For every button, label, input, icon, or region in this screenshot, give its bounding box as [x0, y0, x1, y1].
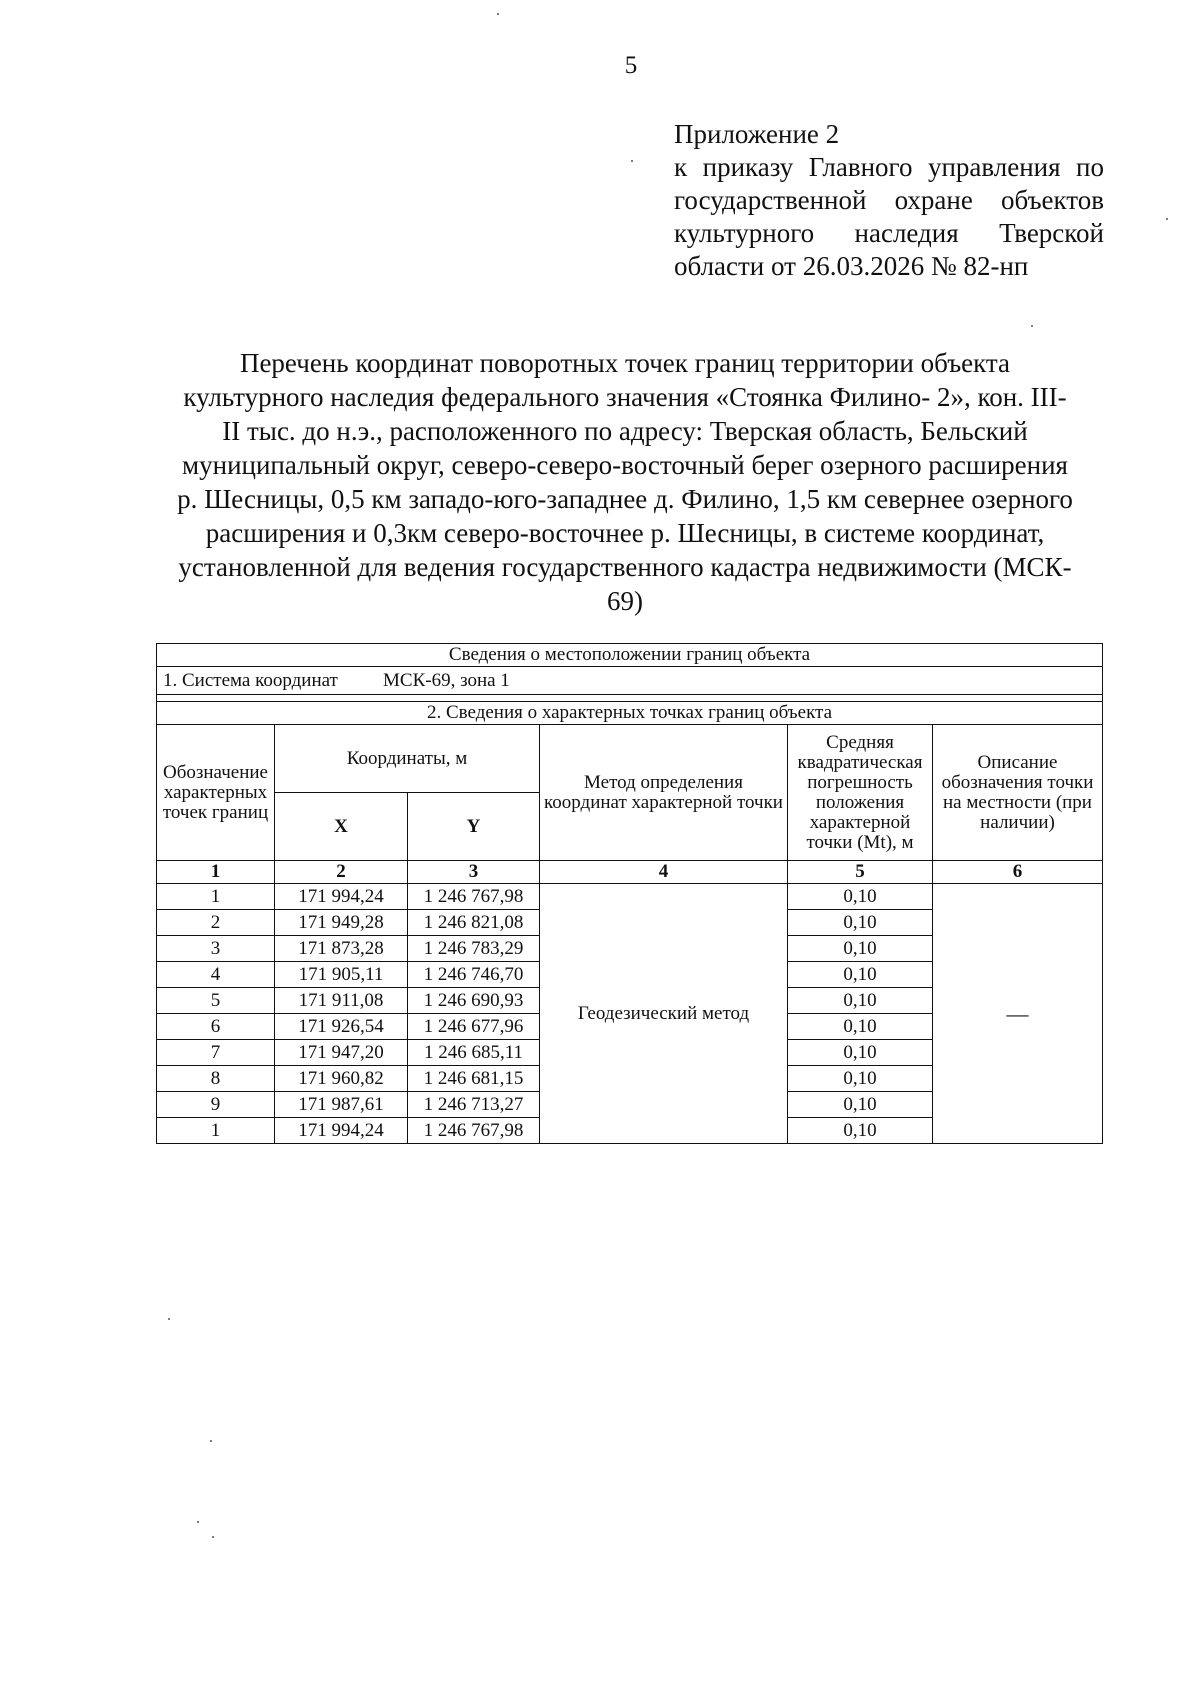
error-cell: 0,10 [788, 884, 933, 910]
title-line: установленной для ведения государственного кадастра недвижимости (МСК- [178, 552, 1072, 582]
appendix-title: Приложение 2 [674, 119, 840, 149]
error-cell: 0,10 [788, 910, 933, 936]
coordinate-system-value: МСК-69, зона 1 [383, 669, 510, 691]
x-cell: 171 960,82 [275, 1066, 408, 1092]
scan-speck [497, 13, 499, 15]
x-cell: 171 994,24 [275, 1118, 408, 1144]
column-number: 3 [408, 861, 540, 884]
y-cell: 1 246 821,08 [408, 910, 540, 936]
scan-speck [1166, 218, 1168, 220]
scan-speck [1031, 325, 1033, 327]
point-cell: 3 [157, 936, 275, 962]
y-cell: 1 246 713,27 [408, 1092, 540, 1118]
x-cell: 171 911,08 [275, 988, 408, 1014]
x-cell: 171 873,28 [275, 936, 408, 962]
column-number: 6 [933, 861, 1103, 884]
page-number: 5 [624, 52, 638, 79]
title-line: р. Шесницы, 0,5 км западо-юго-западнее д. Филино, 1,5 км севернее озерного [177, 484, 1073, 514]
scan-speck [168, 1318, 170, 1320]
header-y: Y [408, 793, 540, 861]
point-cell: 9 [157, 1092, 275, 1118]
point-cell: 7 [157, 1040, 275, 1066]
scan-speck [210, 1440, 212, 1442]
error-cell: 0,10 [788, 962, 933, 988]
column-number: 4 [540, 861, 788, 884]
y-cell: 1 246 767,98 [408, 884, 540, 910]
x-cell: 171 947,20 [275, 1040, 408, 1066]
error-cell: 0,10 [788, 988, 933, 1014]
error-cell: 0,10 [788, 1092, 933, 1118]
method-cell: Геодезический метод [540, 884, 788, 1144]
point-cell: 8 [157, 1066, 275, 1092]
header-error: Средняя квадратическая погрешность положения характерной точки (Mt), м [788, 725, 933, 861]
scan-speck [197, 1521, 199, 1523]
header-coordinates: Координаты, м [275, 725, 540, 793]
point-cell: 2 [157, 910, 275, 936]
column-number: 2 [275, 861, 408, 884]
x-cell: 171 949,28 [275, 910, 408, 936]
point-cell: 1 [157, 884, 275, 910]
error-cell: 0,10 [788, 1118, 933, 1144]
error-cell: 0,10 [788, 1066, 933, 1092]
y-cell: 1 246 783,29 [408, 936, 540, 962]
title-line: муниципальный округ, северо-северо-восточный берег озерного расширения [182, 450, 1068, 480]
spacer [157, 695, 1103, 702]
y-cell: 1 246 690,93 [408, 988, 540, 1014]
point-cell: 5 [157, 988, 275, 1014]
header-method: Метод определения координат характерной точки [540, 725, 788, 861]
title-line: 69) [607, 586, 643, 616]
coordinate-system-row [157, 667, 1103, 695]
header-designation: Обозначение характерных точек границ [157, 725, 275, 861]
x-cell: 171 905,11 [275, 962, 408, 988]
title-line: расширения и 0,3км северо-восточнее р. Шесницы, в системе координат, [205, 518, 1045, 548]
y-cell: 1 246 681,15 [408, 1066, 540, 1092]
title-line: Перечень координат поворотных точек границ территории объекта [239, 348, 1011, 378]
x-cell: 171 994,24 [275, 884, 408, 910]
point-cell: 4 [157, 962, 275, 988]
y-cell: 1 246 767,98 [408, 1118, 540, 1144]
point-cell: 6 [157, 1014, 275, 1040]
y-cell: 1 246 685,11 [408, 1040, 540, 1066]
coordinate-system-label: 1. Система координат [163, 669, 338, 691]
error-cell: 0,10 [788, 1014, 933, 1040]
table-row [157, 884, 1103, 910]
header-x: X [275, 793, 408, 861]
document-title [150, 346, 1100, 618]
error-cell: 0,10 [788, 936, 933, 962]
scan-speck [631, 160, 633, 162]
appendix-block [674, 118, 1104, 283]
x-cell: 171 987,61 [275, 1092, 408, 1118]
section-heading: Сведения о местоположении границ объекта [157, 644, 1103, 667]
column-number: 1 [157, 861, 275, 884]
x-cell: 171 926,54 [275, 1014, 408, 1040]
title-line: культурного наследия федерального значения «Стоянка Филино- 2», кон. III- [183, 382, 1067, 412]
title-line: II тыс. до н.э., расположенного по адресу: Тверская область, Бельский [222, 416, 1028, 446]
header-description: Описание обозначения точки на местности (при наличии) [933, 725, 1103, 861]
description-cell: — [933, 884, 1103, 1144]
scan-speck [212, 1536, 214, 1538]
points-heading: 2. Сведения о характерных точках границ объекта [157, 702, 1103, 725]
point-cell: 1 [157, 1118, 275, 1144]
appendix-text: к приказу Главного управления по государственной охране объектов культурного наследия Тверской области от 26.03.2026 № 82-нп [674, 152, 1104, 281]
y-cell: 1 246 746,70 [408, 962, 540, 988]
column-number: 5 [788, 861, 933, 884]
error-cell: 0,10 [788, 1040, 933, 1066]
y-cell: 1 246 677,96 [408, 1014, 540, 1040]
coordinates-table [156, 643, 1103, 1144]
